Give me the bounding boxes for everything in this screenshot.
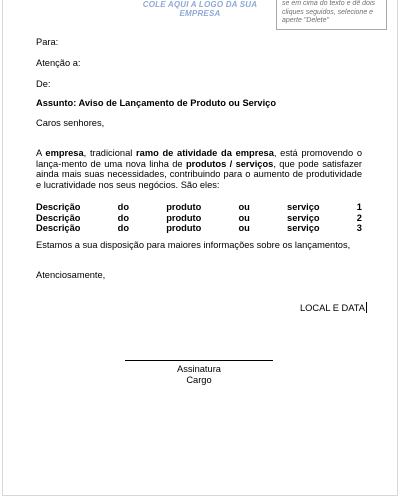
intro-text: , que pode satisfazer ainda mais suas necessidades, contribuindo para o aumento de produtividade e lucratividade nos seus negócios. São eles: (36, 158, 362, 190)
company-placeholder: empresa (45, 148, 84, 158)
item-word: do (117, 202, 129, 212)
item-word: ou (238, 223, 250, 233)
intro-text: , está promovendo o lança-mento de uma nova linha de (36, 148, 362, 169)
note-line: aperte "Delete" (282, 17, 329, 24)
signature-line (125, 360, 273, 361)
item-word: produto (166, 223, 202, 233)
greeting: Caros senhores, (36, 118, 105, 128)
item-word: do (117, 212, 129, 223)
product-item-3 (36, 223, 362, 234)
item-word: Descrição (36, 223, 81, 233)
note-line: cliques seguidos, selecione e (282, 8, 374, 16)
item-number: 1 (356, 202, 362, 212)
signature-label: Assinatura (177, 364, 221, 374)
logo-placeholder[interactable]: COLE AQUI A LOGO DA SUA EMPRESA (142, 0, 258, 18)
sign-off: Atenciosamente, (36, 270, 106, 280)
attention-label: Atenção a: (36, 58, 81, 68)
item-word: serviço (287, 202, 320, 212)
item-word: produto (166, 202, 202, 212)
item-word: produto (166, 212, 202, 223)
note-line: se em cima do texto e dê dois (282, 0, 375, 7)
position-label: Cargo (186, 375, 212, 385)
subject-line: Assunto: Aviso de Lançamento de Produto ou Serviço (36, 98, 277, 108)
item-word: serviço (287, 223, 320, 233)
intro-text: A (36, 148, 46, 158)
product-item-2 (36, 213, 362, 224)
local-date-text: LOCAL E DATA (300, 303, 365, 313)
item-number: 3 (356, 223, 362, 233)
intro-paragraph (36, 148, 362, 190)
item-word: do (117, 223, 129, 233)
item-word: ou (238, 212, 250, 223)
instruction-note-box (276, 0, 387, 30)
text-cursor (366, 302, 367, 313)
from-label: De: (36, 79, 51, 89)
item-word: Descrição (36, 212, 81, 223)
product-item-1 (36, 202, 362, 213)
item-word: ou (238, 202, 250, 212)
item-word: Descrição (36, 202, 81, 212)
products-services-placeholder: produtos / serviços (185, 158, 274, 169)
signature-block (125, 360, 273, 386)
product-list (36, 202, 362, 234)
intro-text: , tradicional (83, 148, 137, 158)
item-word: serviço (287, 212, 320, 223)
business-sector-placeholder: ramo de atividade da empresa (136, 148, 274, 158)
to-label: Para: (36, 37, 59, 47)
local-and-date (300, 302, 367, 313)
closing-paragraph: Estamos a sua disposição para maiores informações sobre os lançamentos, (36, 240, 351, 250)
item-number: 2 (356, 212, 362, 223)
